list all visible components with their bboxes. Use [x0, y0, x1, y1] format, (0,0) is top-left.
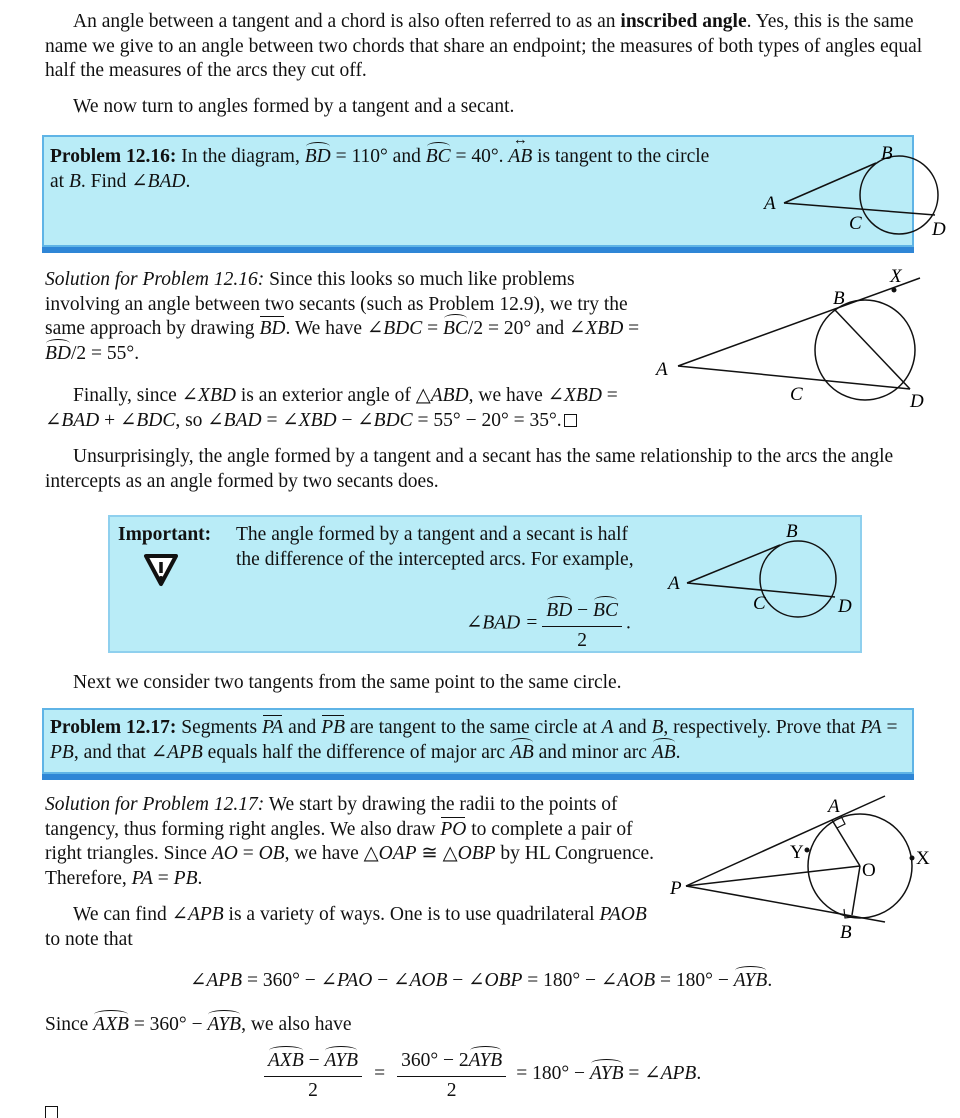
transition-paragraph — [45, 95, 935, 120]
text: = ∠ — [261, 409, 299, 431]
italic-text: B — [651, 717, 664, 738]
italic-text: A — [601, 717, 614, 738]
text: = — [881, 717, 898, 738]
arc-notation: AB — [651, 741, 676, 763]
point-y — [805, 848, 810, 853]
tangent-pa — [686, 796, 885, 886]
label-b: B — [881, 143, 893, 164]
arc-ayb: AYB — [324, 1050, 359, 1071]
problem-12-16-box — [42, 135, 946, 247]
text: , so ∠ — [175, 409, 224, 431]
text: are tangent to the same circle at — [345, 717, 602, 738]
bold-text: inscribed angle — [620, 11, 747, 32]
denominator: 2 — [577, 629, 587, 651]
italic-text: APB — [206, 970, 243, 991]
equation-final — [260, 1045, 935, 1103]
quadrilateral-paragraph — [45, 903, 660, 952]
italic-text: XBD — [564, 385, 602, 406]
denominator: 2 — [308, 1079, 318, 1101]
text: = 360° − ∠ — [242, 970, 337, 991]
text: . — [185, 170, 191, 192]
text: = 180° − — [655, 970, 734, 991]
tangent-line — [678, 278, 920, 366]
arc-notation: AB — [509, 741, 534, 763]
italic-text: PAO — [336, 970, 373, 991]
arc-notation: AYB — [589, 1062, 624, 1084]
italic-text: BDC — [383, 318, 423, 339]
important-label: Important: — [118, 524, 212, 545]
segment-notation: PA — [261, 717, 284, 738]
text: and — [283, 717, 322, 738]
qed-square — [564, 414, 577, 427]
text: = 180° − — [516, 1062, 590, 1084]
text: = — [623, 318, 640, 339]
text: . Find ∠ — [80, 170, 148, 192]
italic-text: APB — [167, 741, 203, 763]
segment-po — [686, 866, 860, 886]
radius-ob — [852, 866, 860, 915]
label-a: A — [828, 796, 840, 817]
text: We start by drawing the radii to the points of tangency, thus forming right angles. We also draw — [45, 794, 618, 840]
text: ≅ △ — [416, 843, 458, 864]
text: is a variety of ways. One is to use quadrilateral — [223, 904, 600, 925]
arc-notation: AXB — [93, 1013, 129, 1035]
text: ∠ — [190, 970, 207, 991]
italic-text: OBP — [457, 843, 496, 864]
arc-bc: BC — [593, 600, 618, 621]
minus: − — [572, 600, 594, 621]
arc-ayb: AYB — [468, 1050, 503, 1071]
label-d: D — [910, 391, 924, 412]
italic-text: APB — [660, 1062, 697, 1084]
two-tangents-paragraph — [45, 671, 935, 696]
text: = 110° and — [330, 146, 426, 167]
text: . Yes, this is the same name we give to an angle between two chords that share an endpoint; the measures of both types of angles equal half the measures of the arcs they cut off. — [45, 11, 923, 81]
text: to note that — [45, 928, 133, 950]
text: . — [197, 867, 203, 889]
italic-text: PA — [860, 717, 882, 738]
text: In the diagram, — [176, 146, 305, 167]
arc-notation: AYB — [207, 1013, 242, 1035]
label-b: B — [833, 288, 845, 309]
point-x — [910, 856, 915, 861]
arc-notation: BC — [425, 146, 451, 167]
italic-text: XBD — [298, 409, 337, 431]
circle — [760, 541, 836, 617]
intro-paragraph — [45, 10, 935, 84]
text: − ∠ — [447, 970, 485, 991]
text: is an exterior angle of △ — [235, 385, 431, 406]
solution-12-17 — [45, 793, 660, 891]
text: Next we consider two tangents from the same point to the same circle. — [73, 672, 622, 693]
text: . — [696, 1062, 702, 1084]
italic-text: Solution for Problem 12.17: — [45, 794, 265, 815]
italic-text: Solution for Problem 12.16: — [45, 269, 265, 290]
chord-bd — [835, 310, 910, 389]
bold-text: Problem 12.16: — [50, 146, 177, 167]
italic-text: B — [68, 170, 81, 192]
label-c: C — [849, 213, 862, 234]
italic-text: OBP — [484, 970, 523, 991]
equation-apb — [190, 969, 935, 994]
arc-notation: BC — [442, 318, 468, 339]
text: , and that ∠ — [73, 741, 168, 763]
label-x: X — [890, 266, 902, 287]
minus: − — [303, 1050, 325, 1071]
text: = 40°. — [450, 146, 509, 167]
label-a: A — [656, 359, 668, 380]
italic-text: AOB — [409, 970, 448, 991]
italic-text: XBD — [585, 318, 624, 339]
problem-12-17-box — [42, 708, 914, 774]
label-y: Y — [790, 842, 804, 863]
text: = 55° − 20° = 35°. — [412, 409, 562, 431]
since-axb-paragraph — [45, 1013, 935, 1038]
circle — [860, 156, 938, 234]
radius-oa — [832, 820, 860, 866]
text: and minor arc — [533, 741, 652, 763]
diagram-solution-12-17 — [660, 790, 940, 940]
text: . — [675, 741, 681, 763]
italic-text: XBD — [198, 385, 236, 406]
label-a: A — [668, 573, 680, 594]
label-c: C — [753, 593, 766, 614]
italic-text: BDC — [136, 409, 176, 431]
italic-text: APB — [187, 904, 224, 925]
italic-text: OAP — [378, 843, 417, 864]
text: − ∠ — [336, 409, 374, 431]
segment-notation: PO — [440, 818, 467, 840]
diagram-tangent-secant — [704, 137, 960, 245]
label-c: C — [790, 384, 803, 405]
text: = 180° − ∠ — [522, 970, 618, 991]
problem-12-16-text — [50, 145, 710, 194]
italic-text: AOB — [617, 970, 656, 991]
label-b: B — [786, 521, 798, 542]
text: , respectively. Prove that — [663, 717, 861, 738]
italic-text: PA — [131, 867, 153, 889]
important-text: The angle formed by a tangent and a secant is half the difference of the intercepted arcs. For example, — [236, 524, 634, 570]
label-d: D — [932, 219, 946, 240]
numerator-text: 360° − 2 — [401, 1050, 469, 1071]
italic-text: AO — [211, 843, 238, 864]
text: We can find ∠ — [73, 904, 188, 925]
point-x — [892, 288, 897, 293]
label-b: B — [840, 922, 852, 940]
text: Unsurprisingly, the angle formed by a tangent and a secant has the same relationship to the arcs the angle intercepts as an angle formed by two secants does. — [45, 446, 894, 492]
text: /2 = 55°. — [71, 342, 140, 364]
text: = — [237, 843, 259, 864]
text: + ∠ — [99, 409, 137, 431]
diagram-solution-12-16 — [650, 262, 940, 412]
text: . — [767, 970, 773, 991]
equals: = — [374, 1062, 386, 1084]
arc-axb: AXB — [268, 1050, 304, 1071]
italic-text: OB — [258, 843, 285, 864]
segment-notation: PB — [321, 717, 346, 738]
italic-text: PAOB — [599, 904, 647, 925]
arc-notation: BD — [45, 342, 71, 364]
warning-triangle-icon — [142, 553, 180, 587]
arc-notation: AYB — [733, 970, 768, 991]
tangent-secant-paragraph — [45, 445, 935, 494]
label-a: A — [764, 193, 776, 214]
label-p: P — [670, 878, 682, 899]
important-box — [108, 515, 862, 653]
text: = 360° − — [128, 1013, 208, 1035]
problem-12-17-text — [50, 716, 910, 765]
text: = ∠ — [45, 385, 618, 431]
text: , we also have — [241, 1013, 352, 1035]
important-equation — [466, 595, 631, 653]
text: by HL Congruence. Therefore, — [45, 843, 655, 889]
diagram-important — [650, 517, 860, 627]
text: An angle between a tangent and a chord is also often referred to as an — [73, 11, 621, 32]
text: − ∠ — [372, 970, 410, 991]
segment-notation: BD — [259, 318, 286, 339]
italic-text: PB — [173, 867, 198, 889]
text: We now turn to angles formed by a tangent and a secant. — [73, 96, 515, 117]
text: = ∠ — [623, 1062, 661, 1084]
bold-text: Problem 12.17: — [50, 717, 177, 738]
italic-text: BAD — [147, 170, 186, 192]
italic-text: PB — [50, 741, 74, 763]
italic-text: ABD — [430, 385, 469, 406]
text: Segments — [176, 717, 262, 738]
line-notation: ↔ AB — [508, 147, 532, 167]
text: . We have ∠ — [285, 318, 384, 339]
tangent-line — [687, 545, 780, 583]
label-d: D — [838, 596, 852, 617]
denominator: 2 — [446, 1079, 457, 1101]
text: equals half the difference of major arc — [202, 741, 510, 763]
arc-bd: BD — [546, 600, 573, 621]
eq-lhs: ∠BAD = — [466, 612, 539, 634]
text: and — [613, 717, 652, 738]
text: = — [152, 867, 174, 889]
text: Since — [45, 1013, 94, 1035]
text: /2 = 20° and ∠ — [467, 318, 586, 339]
qed-square — [45, 1106, 58, 1118]
italic-text: BAD — [61, 409, 100, 431]
solution-12-16 — [45, 268, 645, 366]
text: to complete a pair of right triangles. Since — [45, 818, 633, 864]
text: Finally, since ∠ — [73, 385, 199, 406]
text: Since this looks so much like problems involving an angle between two secants (such as Problem 12.9), we try the same approach by drawing — [45, 269, 628, 339]
label-x: X — [916, 848, 930, 869]
text: = — [422, 318, 443, 339]
period: . — [625, 612, 631, 634]
solution-12-16-finally — [45, 384, 645, 433]
text: , we have ∠ — [468, 385, 564, 406]
arc-notation: BD — [304, 146, 331, 167]
label-o: O — [862, 860, 876, 881]
italic-text: BAD — [223, 409, 262, 431]
text: is tangent to the circle at — [50, 146, 710, 192]
italic-text: BDC — [373, 409, 413, 431]
text: , we have △ — [284, 843, 379, 864]
equation-rest — [516, 1062, 701, 1087]
